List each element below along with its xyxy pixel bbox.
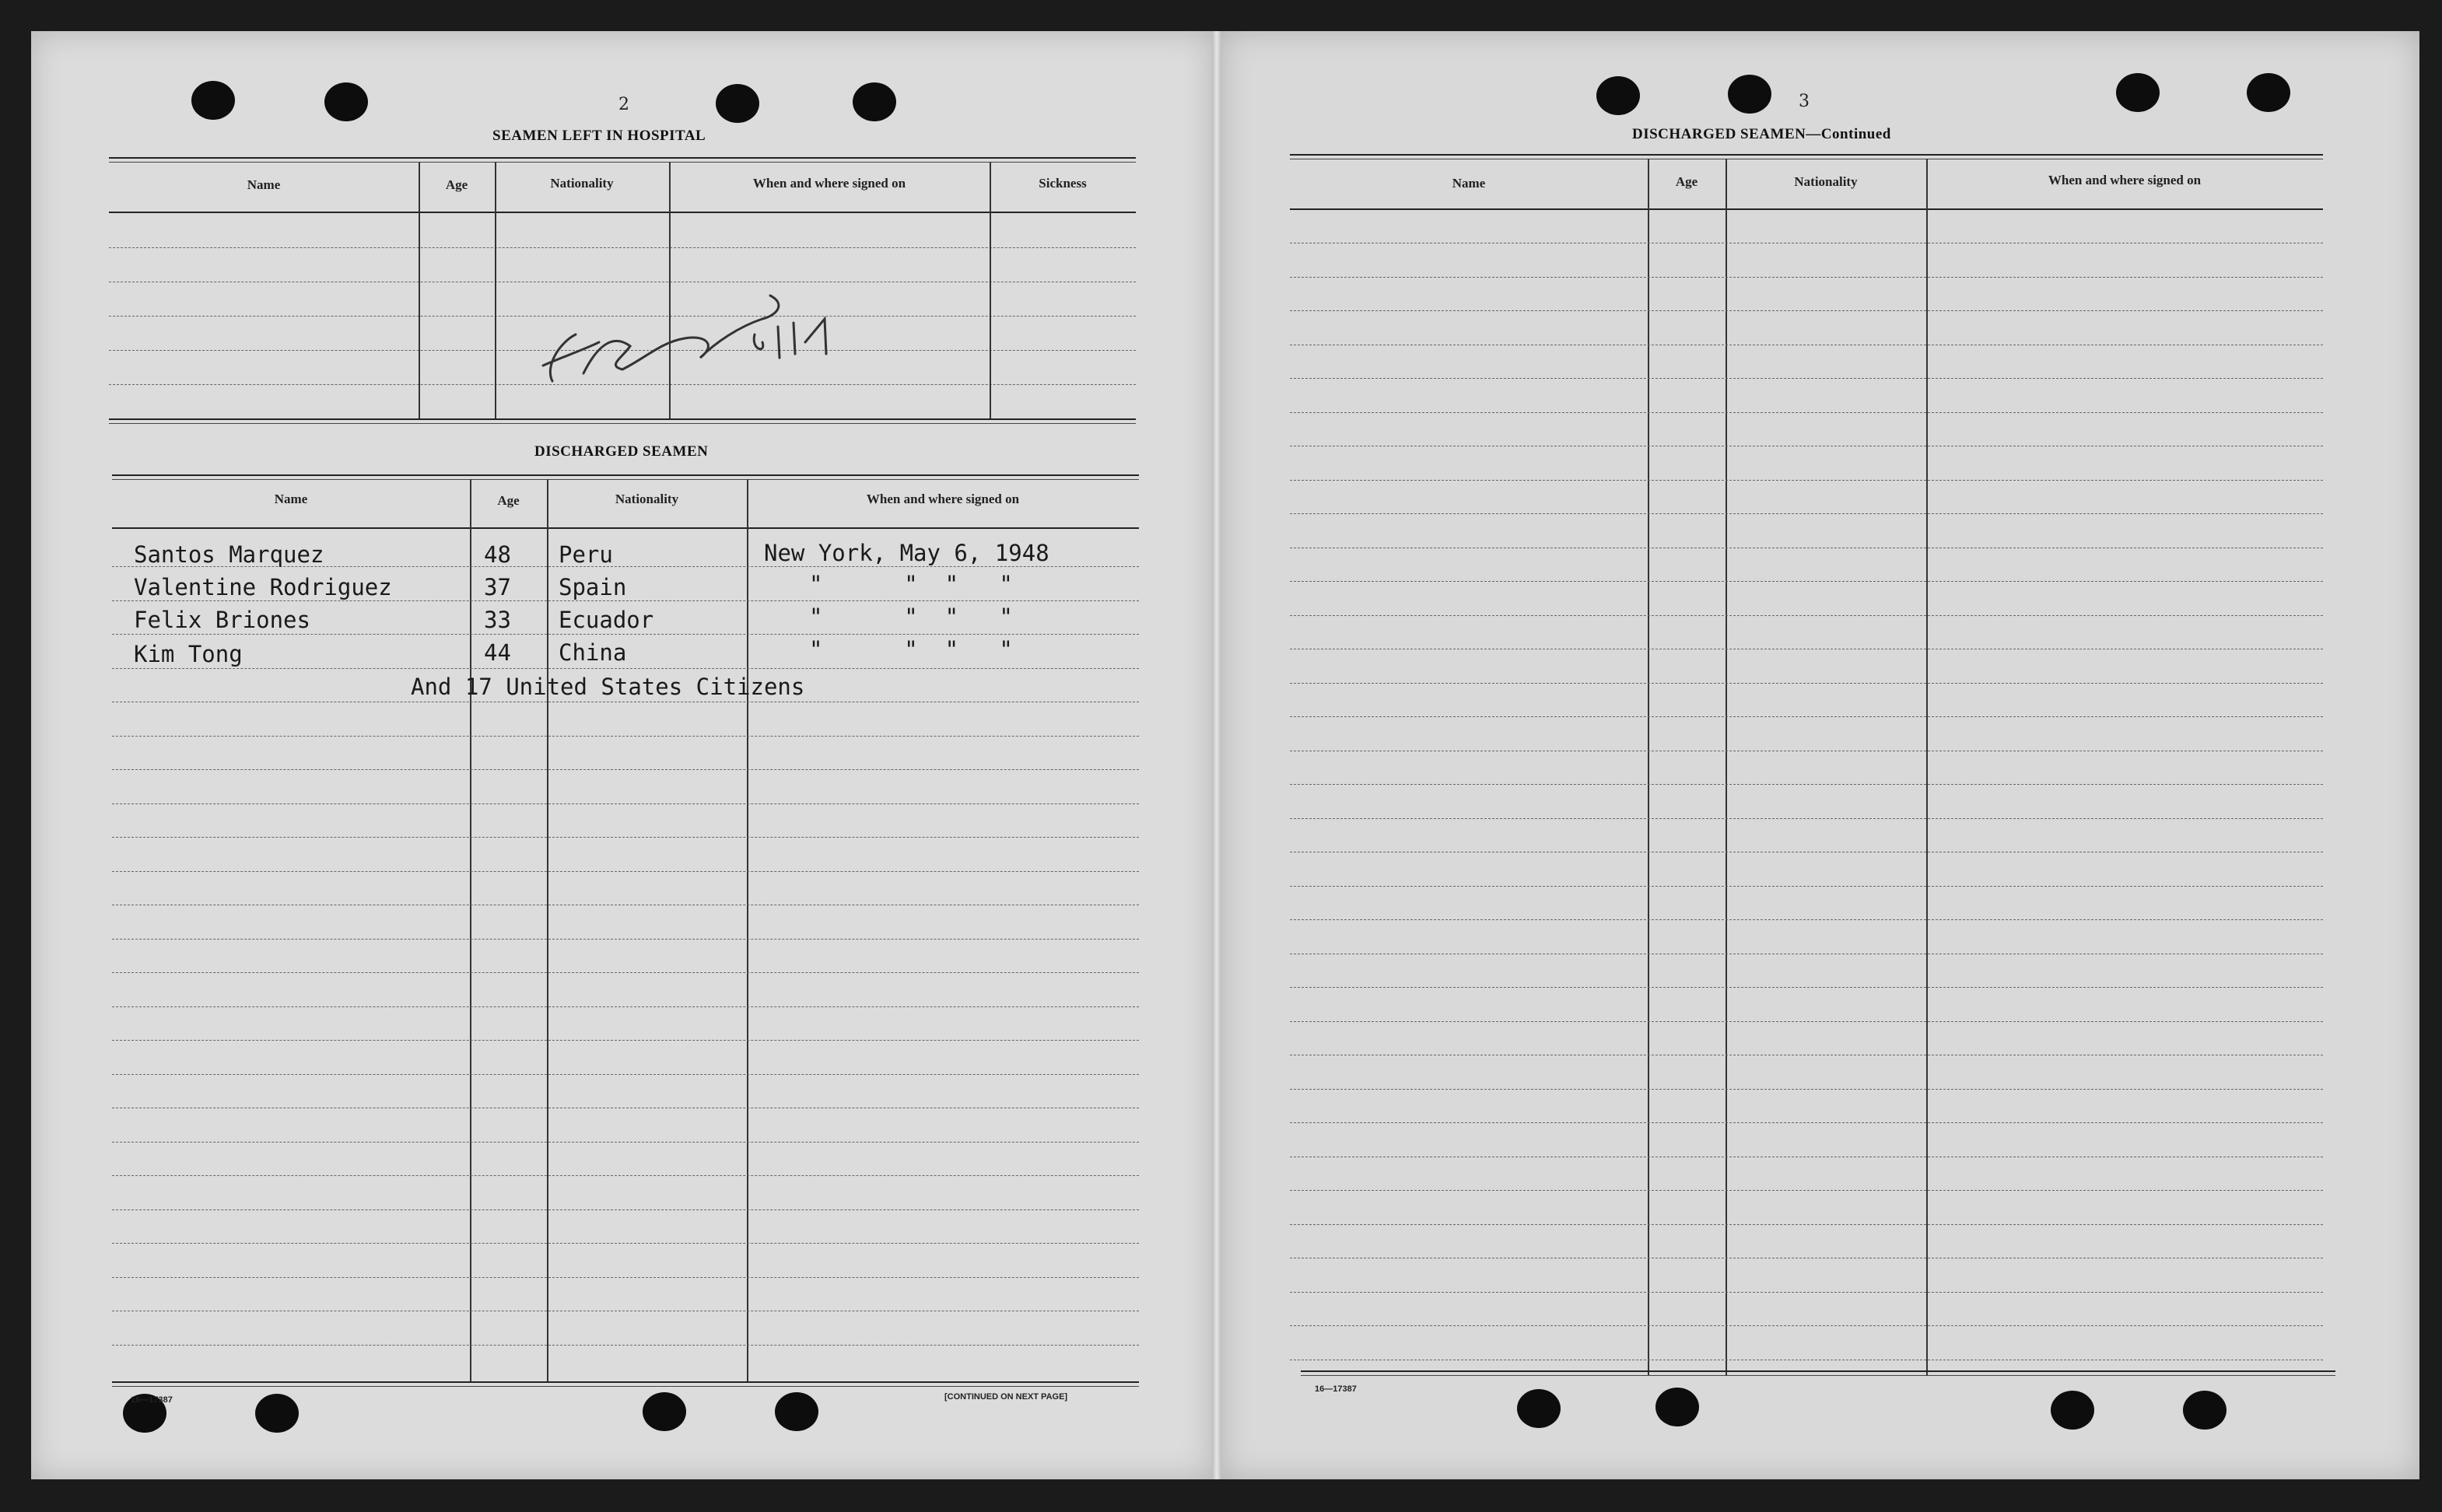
- row-rule: [1290, 277, 2323, 278]
- page-number: 2: [618, 95, 629, 114]
- rule: [1290, 154, 2323, 156]
- punch-hole: [2247, 73, 2290, 112]
- row-rule: [112, 939, 1139, 940]
- row-rule: [112, 1006, 1139, 1007]
- row-rule: [1290, 683, 2323, 684]
- row-rule: [1290, 1089, 2323, 1090]
- row-rule: [1290, 1021, 2323, 1022]
- row-rule: [1290, 987, 2323, 988]
- col-header-sickness: Sickness: [1039, 176, 1087, 191]
- row-rule: [112, 1142, 1139, 1143]
- col-header-nationality: Nationality: [1794, 174, 1858, 189]
- col-header-nationality: Nationality: [550, 176, 614, 191]
- column-divider: [419, 162, 420, 418]
- row-rule: [112, 1040, 1139, 1041]
- seaman-name: Kim Tong: [134, 641, 243, 667]
- column-divider: [990, 162, 991, 418]
- column-divider: [747, 479, 748, 1381]
- row-rule: [112, 1175, 1139, 1176]
- seaman-nationality: Spain: [559, 574, 627, 600]
- col-header-nationality: Nationality: [615, 492, 679, 506]
- seaman-signed-on: New York, May 6, 1948: [764, 540, 1049, 566]
- column-divider: [547, 479, 548, 1381]
- punch-hole: [2051, 1391, 2094, 1430]
- row-rule: [112, 837, 1139, 838]
- hospital-section-title: SEAMEN LEFT IN HOSPITAL: [492, 128, 706, 144]
- rule: [112, 527, 1139, 529]
- row-rule: [112, 972, 1139, 973]
- seaman-age: 44: [484, 639, 511, 666]
- row-rule: [112, 803, 1139, 804]
- discharged-continued-title: DISCHARGED SEAMEN—Continued: [1632, 126, 1891, 142]
- seaman-age: 37: [484, 574, 511, 600]
- row-rule: [1290, 310, 2323, 311]
- rule: [112, 474, 1139, 476]
- row-rule: [112, 634, 1139, 635]
- rule: [109, 157, 1136, 159]
- seaman-nationality: Ecuador: [559, 607, 654, 633]
- seaman-age: 33: [484, 607, 511, 633]
- row-rule: [112, 1209, 1139, 1210]
- row-rule: [1290, 818, 2323, 819]
- rule: [1301, 1375, 2335, 1376]
- seaman-age: 48: [484, 541, 511, 568]
- row-rule: [1290, 412, 2323, 413]
- row-rule: [1290, 1224, 2323, 1225]
- punch-hole: [716, 84, 759, 123]
- rule: [112, 1386, 1139, 1387]
- column-divider: [470, 479, 471, 1381]
- rule: [109, 418, 1136, 420]
- rule: [109, 423, 1136, 424]
- row-rule: [1290, 1190, 2323, 1191]
- col-header-age: Age: [1675, 174, 1698, 189]
- punch-hole: [775, 1392, 818, 1431]
- row-rule: [1290, 378, 2323, 379]
- seaman-signed-on: " " " ": [809, 571, 1013, 597]
- page-fold: [1212, 31, 1221, 1479]
- row-rule: [1290, 480, 2323, 481]
- handwritten-annotation: [529, 249, 871, 397]
- row-rule: [1290, 513, 2323, 514]
- punch-hole: [1728, 75, 1771, 114]
- rule: [1290, 208, 2323, 210]
- seaman-name: Santos Marquez: [134, 541, 324, 568]
- row-rule: [1290, 784, 2323, 785]
- rule: [1301, 1370, 2335, 1372]
- punch-hole: [853, 82, 896, 121]
- punch-hole: [255, 1394, 299, 1433]
- row-rule: [1290, 581, 2323, 582]
- form-number: 16—17387: [131, 1395, 173, 1405]
- row-rule: [1290, 716, 2323, 717]
- right-page: [1221, 31, 2419, 1479]
- rule: [109, 162, 1136, 163]
- rule: [109, 212, 1136, 213]
- row-rule: [1290, 1122, 2323, 1123]
- row-rule: [1290, 919, 2323, 920]
- col-header-signed-on: When and where signed on: [752, 176, 906, 191]
- col-header-name: Name: [1452, 176, 1486, 191]
- seaman-name: Valentine Rodriguez: [134, 574, 392, 600]
- row-rule: [112, 1074, 1139, 1075]
- punch-hole: [2116, 73, 2160, 112]
- row-rule: [1290, 1292, 2323, 1293]
- row-rule: [112, 1243, 1139, 1244]
- seaman-nationality: China: [559, 639, 627, 666]
- row-rule: [1290, 886, 2323, 887]
- continued-note: [CONTINUED ON NEXT PAGE]: [944, 1392, 1068, 1402]
- punch-hole: [1596, 76, 1640, 115]
- summary-line: And 17 United States Citizens: [411, 674, 805, 700]
- seaman-signed-on: " " " ": [809, 636, 1013, 663]
- punch-hole: [191, 81, 235, 120]
- column-divider: [1648, 159, 1649, 1375]
- row-rule: [112, 668, 1139, 669]
- row-rule: [112, 871, 1139, 872]
- col-header-name: Name: [247, 177, 281, 192]
- row-rule: [1290, 615, 2323, 616]
- row-rule: [112, 1277, 1139, 1278]
- rule: [112, 1381, 1139, 1383]
- col-header-age: Age: [445, 177, 468, 192]
- row-rule: [112, 769, 1139, 770]
- column-divider: [1726, 159, 1727, 1375]
- punch-hole: [324, 82, 368, 121]
- col-header-name: Name: [274, 492, 308, 506]
- seaman-nationality: Peru: [559, 541, 613, 568]
- row-rule: [1290, 1325, 2323, 1326]
- form-number: 16—17387: [1315, 1384, 1357, 1394]
- punch-hole: [2183, 1391, 2227, 1430]
- discharged-section-title: DISCHARGED SEAMEN: [534, 443, 709, 460]
- row-rule: [109, 247, 1136, 248]
- page-number: 3: [1799, 92, 1810, 111]
- rule: [112, 479, 1139, 480]
- punch-hole: [1655, 1388, 1699, 1426]
- column-divider: [1926, 159, 1928, 1375]
- col-header-signed-on: When and where signed on: [866, 492, 1020, 506]
- punch-hole: [643, 1392, 686, 1431]
- col-header-signed-on: When and where signed on: [2048, 173, 2202, 187]
- seaman-name: Felix Briones: [134, 607, 310, 633]
- punch-hole: [1517, 1389, 1561, 1428]
- col-header-age: Age: [497, 493, 520, 508]
- seaman-signed-on: " " " ": [809, 604, 1013, 630]
- row-rule: [112, 1345, 1139, 1346]
- column-divider: [495, 162, 496, 418]
- row-rule: [112, 736, 1139, 737]
